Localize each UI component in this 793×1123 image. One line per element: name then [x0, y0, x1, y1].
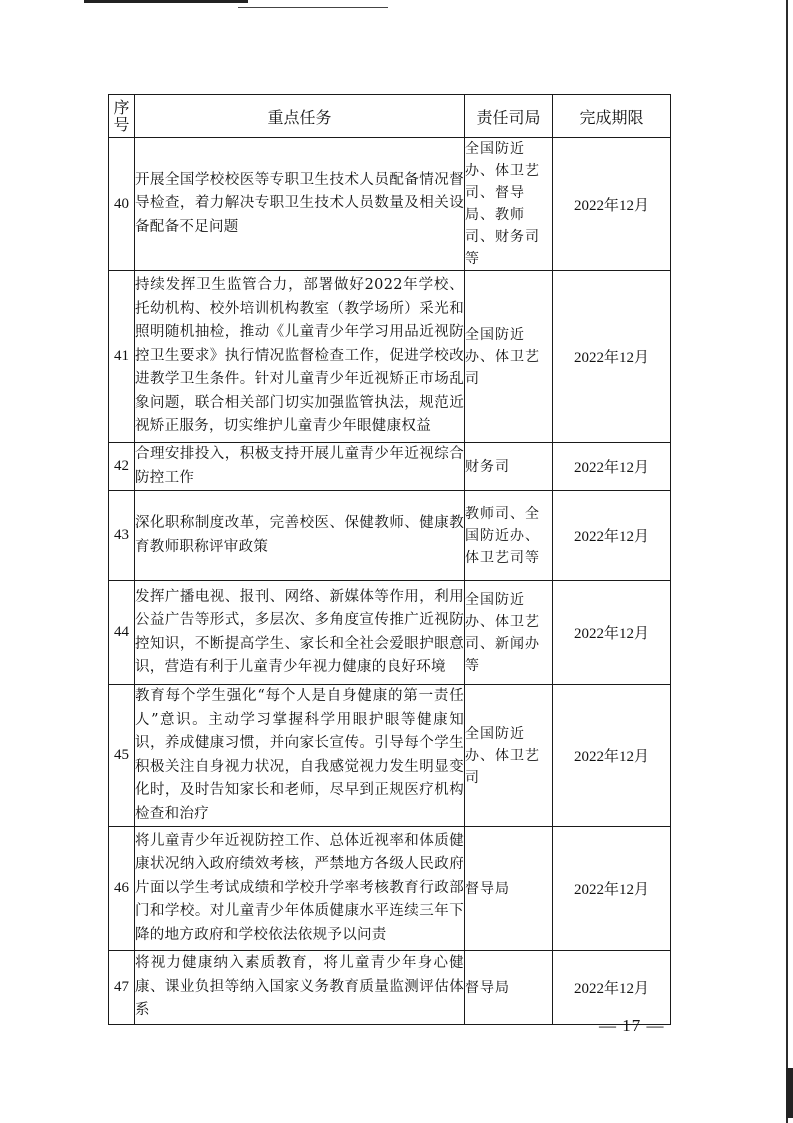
right-edge-tick: [786, 1068, 793, 1118]
row-dept: 全国防近办、体卫艺司、督导局、教师司、财务司等: [465, 138, 553, 271]
row-deadline: 2022年12月: [553, 581, 671, 685]
header-deadline: 完成期限: [553, 95, 671, 138]
header-no: 序号: [109, 95, 135, 138]
top-border-mark: [84, 0, 248, 3]
table-row: [109, 951, 671, 1025]
row-task: 将视力健康纳入素质教育，将儿童青少年身心健康、课业负担等纳入国家义务教育质量监测评估体系: [135, 951, 465, 1025]
row-task: 合理安排投入，积极支持开展儿童青少年近视综合防控工作: [135, 443, 465, 491]
right-binding-edge: [783, 0, 793, 1123]
row-dept: 督导局: [465, 951, 553, 1025]
row-deadline: 2022年12月: [553, 138, 671, 271]
tasks-table: [108, 94, 671, 1025]
row-task: 将儿童青少年近视防控工作、总体近视率和体质健康状况纳入政府绩效考核，严禁地方各级人民政府片面以学生考试成绩和学校升学率考核教育行政部门和学校。对儿童青少年体质健康水平连续三年下降的地方政府和学校依法依规予以问责: [135, 827, 465, 951]
row-no: 47: [109, 951, 135, 1025]
top-thin-rule: [238, 7, 388, 8]
row-dept: 督导局: [465, 827, 553, 951]
table-row: [109, 443, 671, 491]
row-deadline: 2022年12月: [553, 951, 671, 1025]
row-dept: 全国防近办、体卫艺司、新闻办等: [465, 581, 553, 685]
header-dept: 责任司局: [465, 95, 553, 138]
row-dept: 全国防近办、体卫艺司: [465, 685, 553, 827]
header-task: 重点任务: [135, 95, 465, 138]
row-deadline: 2022年12月: [553, 685, 671, 827]
table-header-row: [109, 95, 671, 138]
row-no: 41: [109, 271, 135, 443]
row-dept: 全国防近办、体卫艺司: [465, 271, 553, 443]
row-deadline: 2022年12月: [553, 827, 671, 951]
table-row: [109, 138, 671, 271]
row-no: 44: [109, 581, 135, 685]
row-task: 开展全国学校校医等专职卫生技术人员配备情况督导检查，着力解决专职卫生技术人员数量及相关设备配备不足问题: [135, 138, 465, 271]
table-row: [109, 491, 671, 581]
row-task: 持续发挥卫生监管合力，部署做好2022年学校、托幼机构、校外培训机构教室（教学场所）采光和照明随机抽检，推动《儿童青少年学习用品近视防控卫生要求》执行情况监督检查工作，促进学校改进教学卫生条件。针对儿童青少年近视矫正市场乱象问题，联合相关部门切实加强监管执法，规范近视矫正服务，切实维护儿童青少年眼健康权益: [135, 271, 465, 443]
table-row: [109, 271, 671, 443]
row-deadline: 2022年12月: [553, 491, 671, 581]
table-row: [109, 685, 671, 827]
page-number: — 17 —: [599, 1016, 665, 1035]
row-task: 教育每个学生强化“每个人是自身健康的第一责任人”意识。主动学习掌握科学用眼护眼等健康知识，养成健康习惯，并向家长宣传。引导每个学生积极关注自身视力状况，自我感觉视力发生明显变化时，及时告知家长和老师，尽早到正规医疗机构检查和治疗: [135, 685, 465, 827]
row-dept: 教师司、全国防近办、体卫艺司等: [465, 491, 553, 581]
row-dept: 财务司: [465, 443, 553, 491]
row-task: 深化职称制度改革，完善校医、保健教师、健康教育教师职称评审政策: [135, 491, 465, 581]
row-no: 43: [109, 491, 135, 581]
row-deadline: 2022年12月: [553, 443, 671, 491]
row-no: 45: [109, 685, 135, 827]
table-row: [109, 581, 671, 685]
row-no: 40: [109, 138, 135, 271]
row-no: 46: [109, 827, 135, 951]
row-deadline: 2022年12月: [553, 271, 671, 443]
table-row: [109, 827, 671, 951]
row-task: 发挥广播电视、报刊、网络、新媒体等作用，利用公益广告等形式，多层次、多角度宣传推广近视防控知识，不断提高学生、家长和全社会爱眼护眼意识，营造有利于儿童青少年视力健康的良好环境: [135, 581, 465, 685]
row-no: 42: [109, 443, 135, 491]
